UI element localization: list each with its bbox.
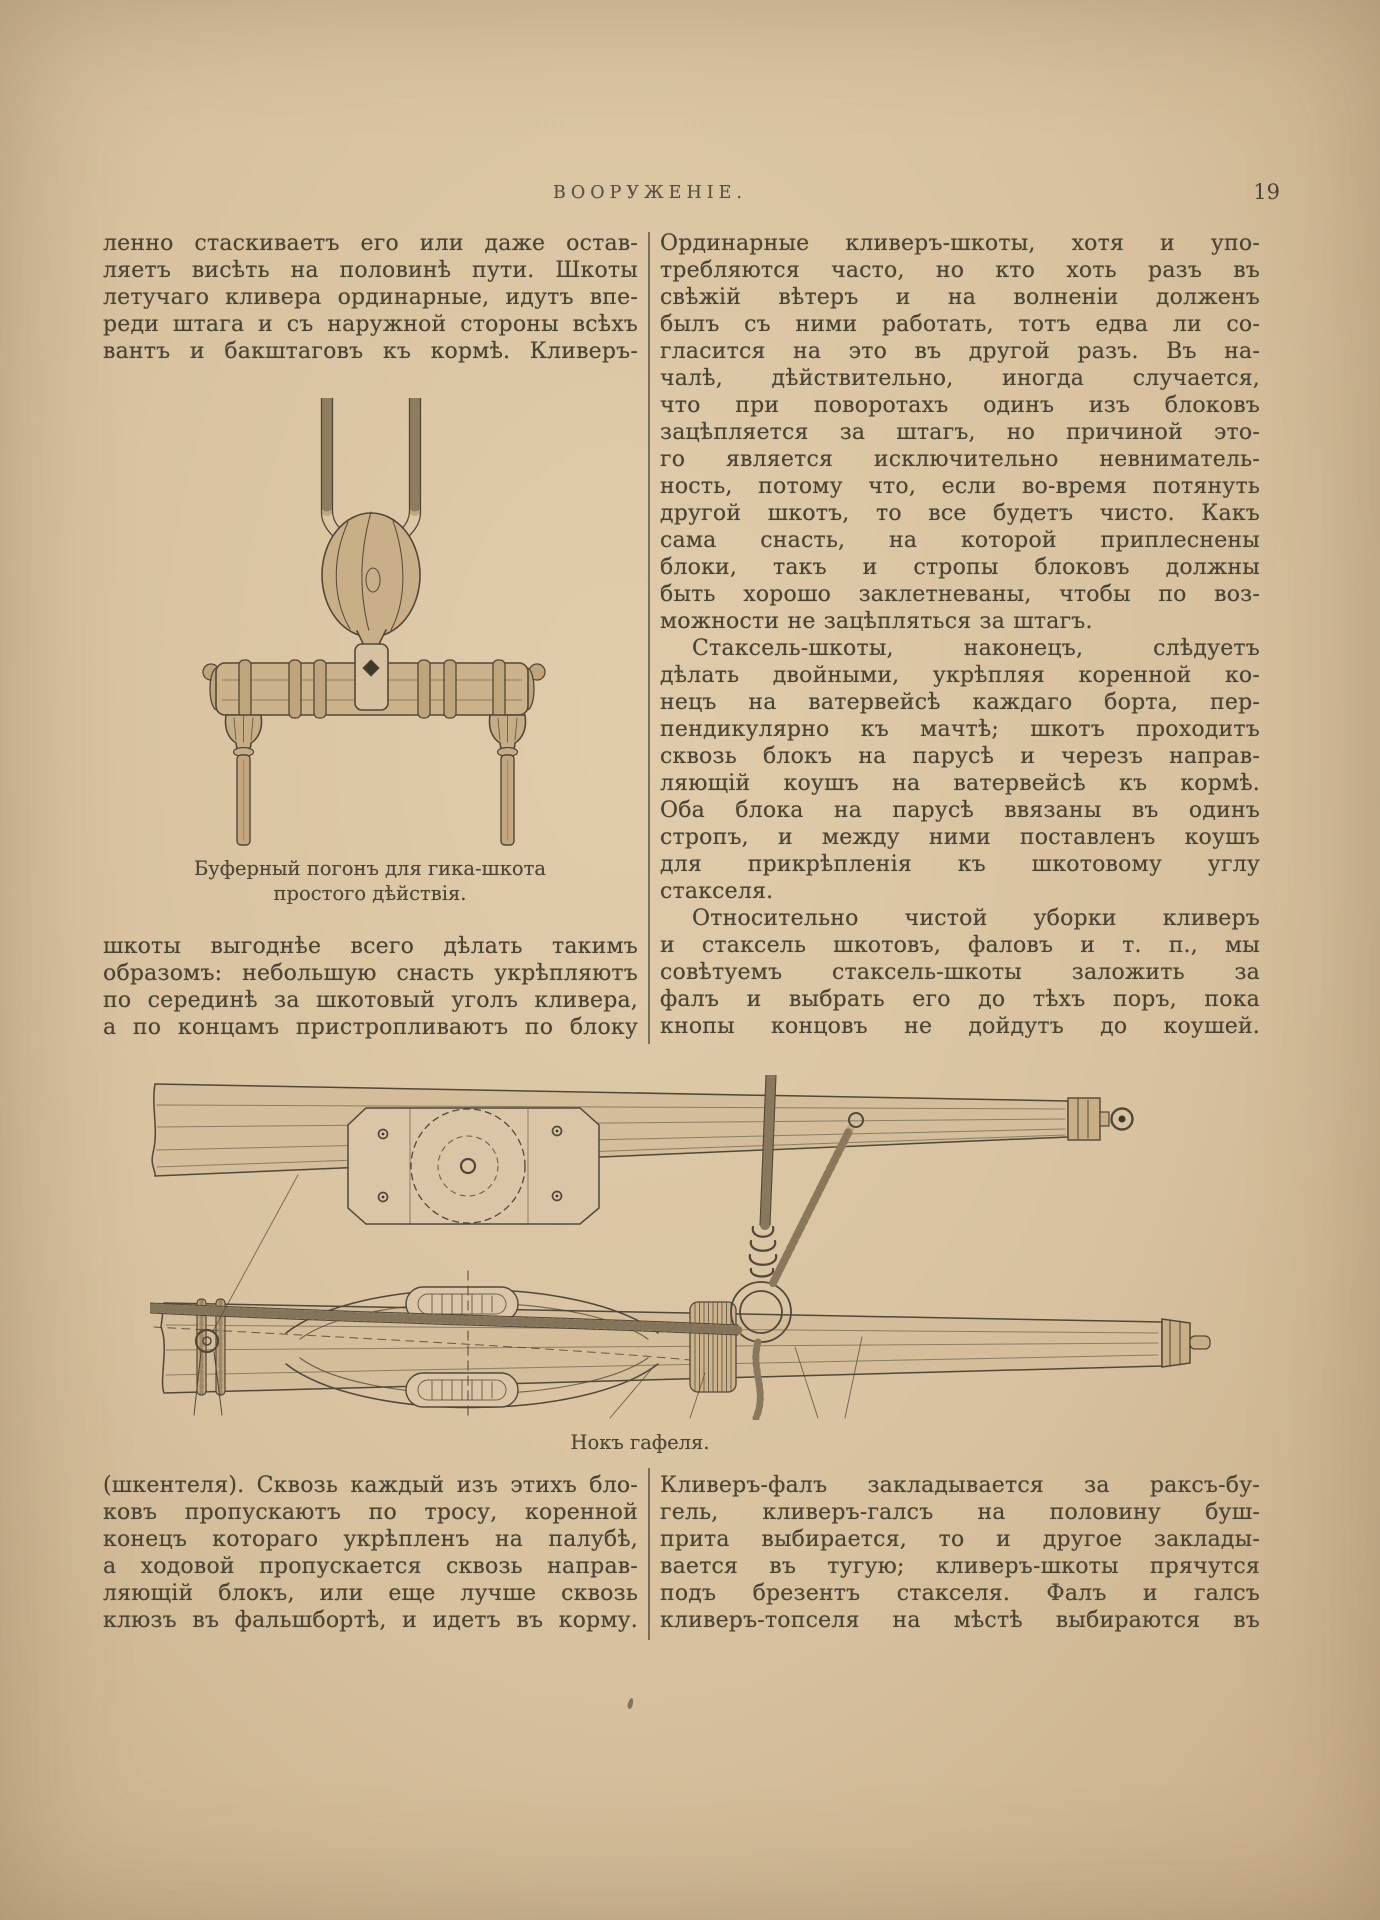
buffer-traveler-engraving: [200, 398, 550, 853]
text-line: образомъ: небольшую снасть укрѣпляютъ: [103, 961, 638, 986]
text-line: требляются часто, но кто хоть разъ въ: [660, 258, 1260, 283]
text-line: чалѣ, дѣйствительно, иногда случается,: [660, 366, 1260, 391]
text-line: ляющій коушъ на ватервейсѣ къ кормѣ.: [660, 771, 1260, 796]
text-line: вается въ тугую; кливеръ-шкоты прячутся: [660, 1554, 1260, 1579]
text-line: блоки, такъ и стропы блоковъ должны: [660, 555, 1260, 580]
text-line: а по концамъ пристропливаютъ по блоку: [103, 1015, 638, 1040]
text-line: быть хорошо заклетневаны, чтобы по воз-: [660, 582, 1260, 607]
text-line: сквозь блокъ на парусѣ и черезъ направ-: [660, 744, 1260, 769]
text-line: шкоты выгоднѣе всего дѣлать такимъ: [103, 934, 638, 959]
page-number: 19: [1253, 180, 1280, 204]
text-line: свѣжій вѣтеръ и на волненіи долженъ: [660, 285, 1260, 310]
text-line: гласится на это въ другой разъ. Въ на-: [660, 339, 1260, 364]
text-line: кнопы концовъ не дойдутъ до коушей.: [660, 1014, 1260, 1039]
text-line: другой шкотъ, то все будетъ чисто. Какъ: [660, 501, 1260, 526]
text-line: го является исключительно невниматель-: [660, 447, 1260, 472]
text-line: вантъ и бакштаговъ къ кормѣ. Кливеръ-: [103, 339, 638, 364]
text-line: конецъ котораго укрѣпленъ на палубѣ,: [103, 1527, 638, 1552]
figure1-caption: [140, 856, 600, 906]
text-line: летучаго кливера ординарные, идутъ впе-: [103, 285, 638, 310]
text-line: былъ съ ними работать, тотъ едва ли со-: [660, 312, 1260, 337]
left-column-paragraph-1: [103, 230, 638, 365]
bottom-left-paragraph: [103, 1472, 638, 1634]
left-column-paragraph-2: [103, 933, 638, 1041]
column-divider-rule-bottom: [648, 1468, 650, 1640]
stanchion-right: [489, 715, 525, 845]
text-line: ковъ пропускаютъ по тросу, коренной: [103, 1500, 638, 1525]
gaff-end-engraving: [150, 1075, 1230, 1420]
text-line: и стаксель шкотовъ, фаловъ и т. п., мы: [660, 933, 1260, 958]
text-line: сама снасть, на которой приплеснены: [660, 528, 1260, 553]
text-line: Оба блока на парусѣ ввязаны въ одинъ: [660, 798, 1260, 823]
text-line: гель, кливеръ-галсъ на половину буш-: [660, 1500, 1260, 1525]
ink-speck: [627, 1698, 635, 1710]
text-line: фалъ и выбрать его до тѣхъ поръ, пока: [660, 987, 1260, 1012]
text-line: прита выбирается, то и другое заклады-: [660, 1527, 1260, 1552]
running-head-title: ВООРУЖЕНІЕ.: [553, 183, 747, 203]
text-line: ляющій блокъ, или еще лучше сквозь: [103, 1581, 638, 1606]
text-line: нецъ на ватервейсѣ каждаго борта, пер-: [660, 690, 1260, 715]
text-line: (шкентеля). Сквозь каждый изъ этихъ бло-: [103, 1473, 638, 1498]
text-line: ляетъ висѣть на половинѣ пути. Шкоты: [103, 258, 638, 283]
right-column: [660, 230, 1260, 1040]
figure2-caption: Нокъ гафеля.: [570, 1431, 710, 1454]
text-line: Кливеръ-фалъ закладывается за раксъ-бу-: [660, 1473, 1260, 1498]
wooden-block: [322, 512, 420, 660]
text-line: а ходовой пропускается сквозь направ-: [103, 1554, 638, 1579]
text-line: совѣтуемъ стаксель-шкоты заложить за: [660, 960, 1260, 985]
text-line: кливеръ-топселя на мѣстѣ выбираются въ: [660, 1608, 1260, 1633]
text-line: дѣлать двойными, укрѣпляя коренной ко-: [660, 663, 1260, 688]
text-line: Буферный погонъ для гика-шкота: [193, 857, 547, 880]
text-line: подъ брезентъ стакселя. Фалъ и галсъ: [660, 1581, 1260, 1606]
right-column-paragraph-2: [660, 635, 1260, 905]
text-line: ность, потому что, если во-время потянуть: [660, 474, 1260, 499]
stanchion-left: [225, 715, 261, 845]
text-line: Относительно чистой уборки кливеръ: [692, 906, 1260, 931]
text-line: простого дѣйствія.: [273, 882, 467, 905]
shackle: [355, 644, 388, 710]
text-line: ленно стаскиваетъ его или даже остав-: [103, 231, 638, 256]
text-line: по серединѣ за шкотовый уголъ кливера,: [103, 988, 638, 1013]
text-line: стакселя.: [660, 879, 774, 904]
text-line: Стаксель-шкоты, наконецъ, слѣдуетъ: [692, 636, 1260, 661]
text-line: Ординарные кливеръ-шкоты, хотя и упо-: [660, 231, 1260, 256]
text-line: клюзъ въ фальшбортѣ, и идетъ въ корму.: [103, 1608, 638, 1633]
gaff-plan-view: [161, 1271, 1210, 1420]
column-divider-rule-top: [648, 232, 650, 1044]
text-line: для прикрѣпленія къ шкотовому углу: [660, 852, 1260, 877]
text-line: реди штага и съ наружной стороны всѣхъ: [103, 312, 638, 337]
text-line: стропъ, и между ними поставленъ коушъ: [660, 825, 1260, 850]
text-line: что при поворотахъ одинъ изъ блоковъ: [660, 393, 1260, 418]
text-line: зацѣпляется за штагъ, но причиной это-: [660, 420, 1260, 445]
right-column-paragraph-1: [660, 230, 1260, 635]
text-line: можности не зацѣпляться за штагъ.: [660, 609, 1093, 634]
text-line: пендикулярно къ мачтѣ; шкотъ проходитъ: [660, 717, 1260, 742]
bottom-right-paragraph: [660, 1472, 1260, 1634]
right-column-paragraph-3: [660, 905, 1260, 1040]
